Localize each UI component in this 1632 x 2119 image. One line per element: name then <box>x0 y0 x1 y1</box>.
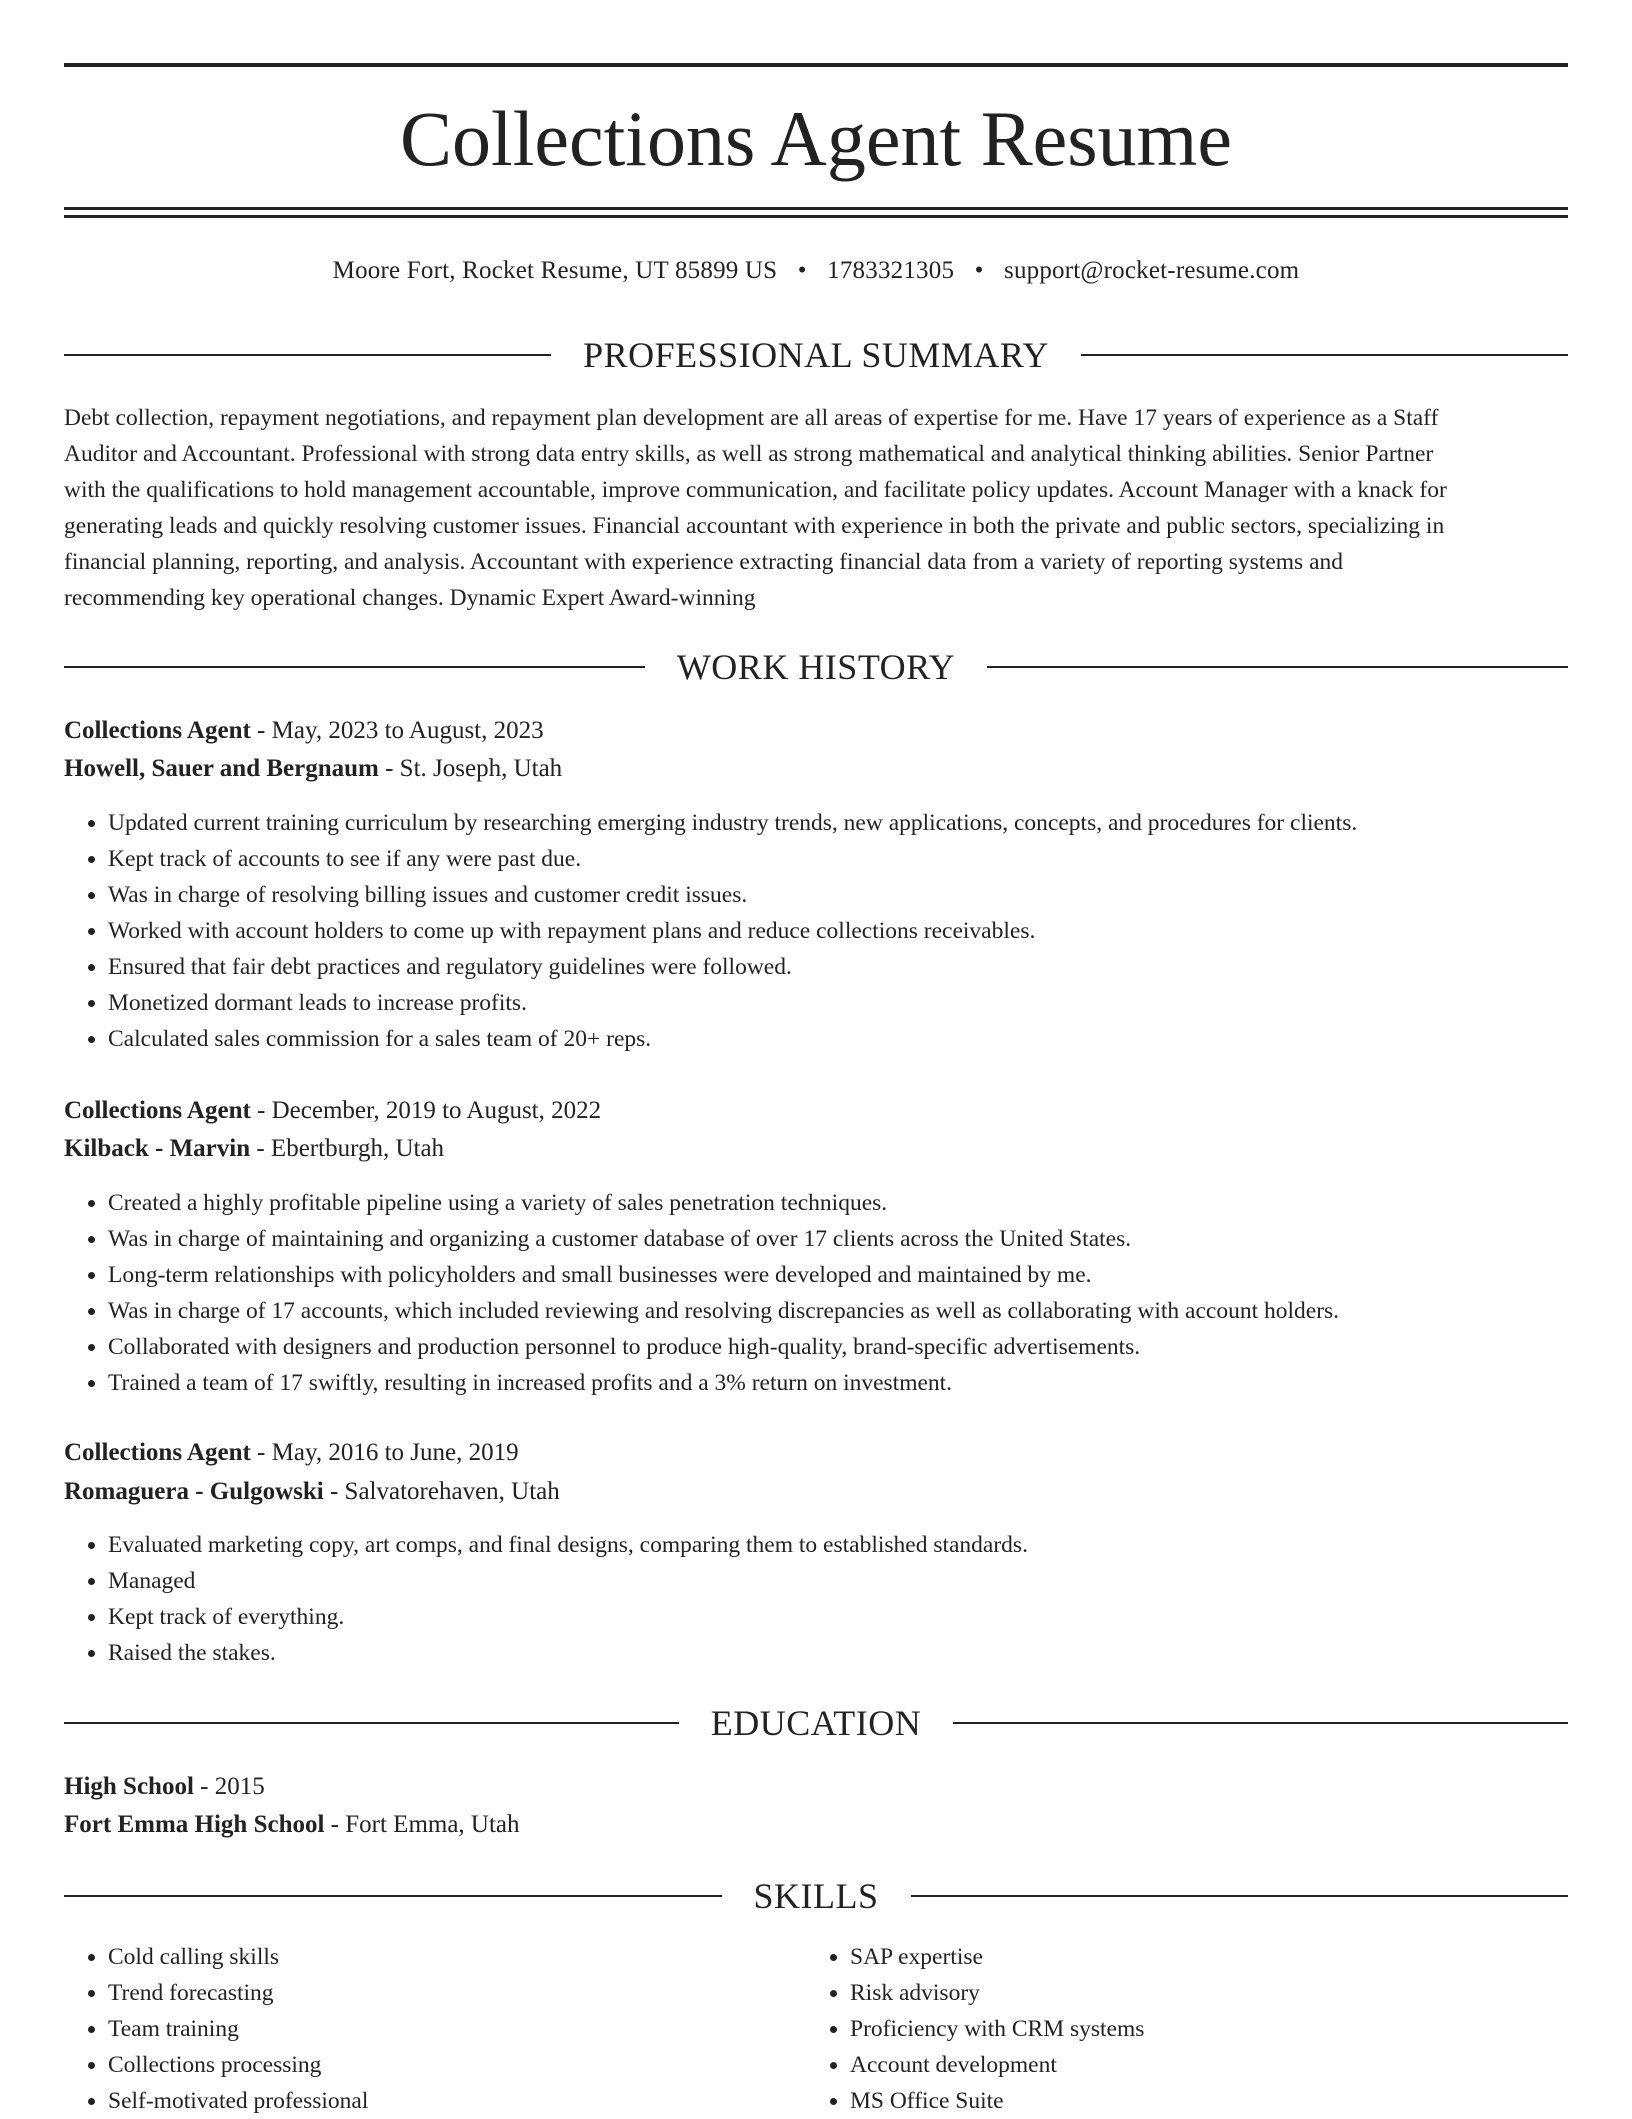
list-item: • Evaluated marketing copy, art comps, and final designs, comparing them to established standards. <box>108 1527 1568 1563</box>
list-item: • Ensured that fair debt practices and regulatory guidelines were followed. <box>108 949 1568 985</box>
title-rule-bottom-second <box>64 215 1568 218</box>
job-company-line <box>64 1131 1568 1167</box>
job-title: Collections Agent <box>64 717 251 744</box>
skills-list-right <box>806 1939 1550 2119</box>
section-heading-skills <box>64 1875 1568 1917</box>
list-item: • Calculated sales commission for a sales team of 20+ reps. <box>108 1021 1568 1057</box>
job-company: Kilback - Marvin <box>64 1135 251 1162</box>
skill-item: • MS Office Suite <box>850 2083 1550 2119</box>
section-title: PROFESSIONAL SUMMARY <box>583 335 1049 375</box>
job-dates: - May, 2016 to June, 2019 <box>250 1439 519 1466</box>
job-dates: - May, 2023 to August, 2023 <box>250 717 544 744</box>
education-school: Fort Emma High School <box>64 1811 325 1838</box>
heading-rule-left <box>64 666 645 668</box>
heading-rule-left <box>64 1895 722 1897</box>
list-item: • Monetized dormant leads to increase profits. <box>108 985 1568 1021</box>
list-item: • Trained a team of 17 swiftly, resulting in increased profits and a 3% return on investment. <box>108 1365 1568 1401</box>
job-title: Collections Agent <box>64 1439 251 1466</box>
list-item: • Created a highly profitable pipeline using a variety of sales penetration techniques. <box>108 1185 1568 1221</box>
list-item: • Collaborated with designers and production personnel to produce high-quality, brand-specific advertisements. <box>108 1329 1568 1365</box>
contact-line <box>64 255 1568 287</box>
education-location: - Fort Emma, Utah <box>324 1811 520 1838</box>
contact-address: Moore Fort, Rocket Resume, UT 85899 US <box>332 257 778 284</box>
list-item: • Raised the stakes. <box>108 1635 1568 1671</box>
summary-line: generating leads and quickly resolving customer issues. Financial accountant with experience in both the private and public sectors, specializing in <box>64 513 1445 539</box>
education-school-line <box>64 1807 1568 1843</box>
skill-item: • Cold calling skills <box>108 1939 808 1975</box>
list-item: • Long-term relationships with policyholders and small businesses were developed and maintained by me. <box>108 1257 1568 1293</box>
heading-rule-right <box>953 1722 1568 1724</box>
job-title: Collections Agent <box>64 1097 251 1124</box>
skill-item: • SAP expertise <box>850 1939 1550 1975</box>
skill-item: • Team training <box>108 2011 808 2047</box>
job-company-line <box>64 1474 1568 1510</box>
job-bullets <box>64 1527 1568 1671</box>
section-heading-education <box>64 1702 1568 1744</box>
list-item: • Was in charge of 17 accounts, which included reviewing and resolving discrepancies as well as collaborating with account holders. <box>108 1293 1568 1329</box>
skill-item: • Proficiency with CRM systems <box>850 2011 1550 2047</box>
job-title-line <box>64 1435 1568 1471</box>
list-item: • Managed <box>108 1563 1568 1599</box>
section-title: SKILLS <box>753 1876 879 1916</box>
contact-phone: 1783321305 <box>827 257 955 284</box>
summary-line: Auditor and Accountant. Professional with strong data entry skills, as well as strong mathematical and analytical thinking abilities. Senior Partner <box>64 441 1434 467</box>
education-degree-line <box>64 1769 1568 1805</box>
job-company: Howell, Sauer and Bergnaum <box>64 755 379 782</box>
heading-rule-right <box>1081 354 1568 356</box>
section-title: EDUCATION <box>710 1703 922 1743</box>
list-item: • Was in charge of resolving billing issues and customer credit issues. <box>108 877 1568 913</box>
skill-item: • Collections processing <box>108 2047 808 2083</box>
job-location: - Ebertburgh, Utah <box>250 1135 445 1162</box>
contact-separator: • <box>974 257 984 284</box>
education-degree: High School <box>64 1773 194 1800</box>
list-item: • Updated current training curriculum by researching emerging industry trends, new applications, concepts, and procedures for clients. <box>108 805 1568 841</box>
section-heading-summary <box>64 334 1568 376</box>
job-location: - Salvatorehaven, Utah <box>323 1478 560 1505</box>
title-rule-top <box>64 63 1568 67</box>
skill-item: • Account development <box>850 2047 1550 2083</box>
section-heading-work <box>64 646 1568 688</box>
skill-item: • Self-motivated professional <box>108 2083 808 2119</box>
list-item: • Kept track of accounts to see if any were past due. <box>108 841 1568 877</box>
job-title-line <box>64 713 1568 749</box>
heading-rule-right <box>911 1895 1569 1897</box>
list-item: • Kept track of everything. <box>108 1599 1568 1635</box>
summary-line: recommending key operational changes. Dynamic Expert Award-winning <box>64 585 756 611</box>
job-title-line <box>64 1093 1568 1129</box>
job-dates: - December, 2019 to August, 2022 <box>250 1097 602 1124</box>
heading-rule-left <box>64 354 551 356</box>
section-title: WORK HISTORY <box>676 647 956 687</box>
job-bullets <box>64 805 1568 1057</box>
education-year: - 2015 <box>193 1773 265 1800</box>
skills-list-left <box>64 1939 808 2119</box>
contact-email: support@rocket-resume.com <box>1004 257 1300 284</box>
heading-rule-left <box>64 1722 679 1724</box>
list-item: • Was in charge of maintaining and organizing a customer database of over 17 clients across the United States. <box>108 1221 1568 1257</box>
list-item: • Worked with account holders to come up with repayment plans and reduce collections receivables. <box>108 913 1568 949</box>
contact-separator: • <box>797 257 807 284</box>
job-bullets <box>64 1185 1568 1401</box>
job-company: Romaguera - Gulgowski <box>64 1478 324 1505</box>
professional-summary <box>64 400 1568 616</box>
summary-line: Debt collection, repayment negotiations, and repayment plan development are all areas of expertise for me. Have 17 years of experience as a Staff <box>64 405 1439 431</box>
resume-title: Collections Agent Resume <box>400 95 1232 182</box>
summary-line: with the qualifications to hold management accountable, improve communication, and facilitate policy updates. Account Manager with a knack for <box>64 477 1447 503</box>
job-location: - St. Joseph, Utah <box>378 755 563 782</box>
summary-line: financial planning, reporting, and analysis. Accountant with experience extracting financial data from a variety of reporting systems and <box>64 549 1344 575</box>
heading-rule-right <box>987 666 1568 668</box>
job-company-line <box>64 751 1568 787</box>
title-rule-bottom <box>64 207 1568 210</box>
skill-item: • Risk advisory <box>850 1975 1550 2011</box>
skill-item: • Trend forecasting <box>108 1975 808 2011</box>
